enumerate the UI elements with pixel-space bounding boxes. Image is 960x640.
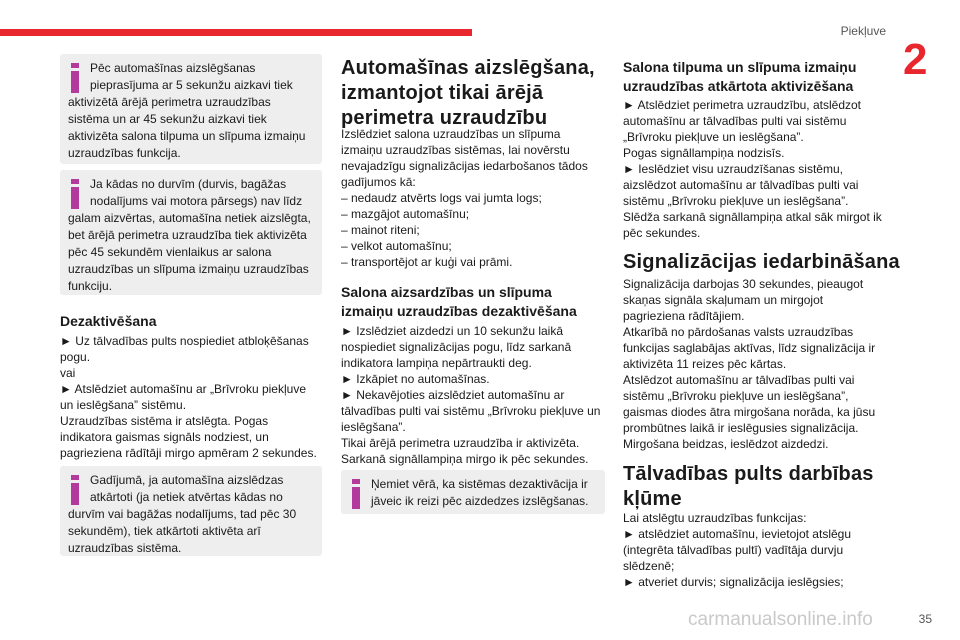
text-line: jāveic ik reizi pēc aizdedzes izslēgšanas. [371, 494, 589, 508]
alarm-triggering-text [623, 276, 891, 452]
note-2-text [68, 176, 314, 295]
text-line: izmaiņu uzraudzības sistēmas, lai novērstu [341, 143, 570, 157]
deactivation-text [60, 333, 322, 461]
text-line: ► Izkāpiet no automašīnas. [341, 372, 490, 386]
text-line: Pēc automašīnas aizslēgšanas [90, 61, 256, 75]
text-line: gaismas diodes ātra mirgošana norāda, ka jūsu [623, 405, 876, 419]
note-4-text [349, 476, 597, 510]
info-icon [68, 63, 82, 93]
heading-alarm-triggering [623, 250, 900, 275]
text-line: izmantojot tikai ārējā [341, 82, 544, 104]
text-line: – transportējot ar kuģi vai prāmi. [341, 255, 513, 269]
text-line: Signalizācija darbojas 30 sekundes, pieaugot [623, 277, 864, 291]
text-line: pogu. [60, 350, 91, 364]
text-line: ► Izslēdziet aizdedzi un 10 sekunžu laikā [341, 324, 563, 338]
text-line: pieprasījuma ar 5 sekunžu aizkavi tiek [90, 78, 293, 92]
text-line: aktivizēta 11 reizes pēc kārtas. [623, 357, 787, 371]
text-line: ► Nekavējoties aizslēdziet automašīnu ar [341, 388, 565, 402]
text-line: Sarkanā signāllampiņa mirgo ik pēc sekundes. [341, 452, 589, 466]
text-line: pēc sekundes. [623, 226, 701, 240]
text-line: Gadījumā, ja automašīna aizslēdzas [90, 473, 284, 487]
text-line: nevajadzīgu signalizācijas iedarbošanos tādos [341, 159, 588, 173]
text-line: galam aizvērtas, automašīna netiek aizslēgta, [68, 211, 311, 225]
text-line: vai [60, 366, 76, 380]
text-line: uzraudzības un slīpuma izmaiņu uzraudzības [68, 262, 309, 276]
text-line: sistēma un ar 45 sekunžu aizkavi tiek [68, 112, 267, 126]
text-line: Pogas signāllampiņa nodzisīs. [623, 146, 785, 160]
text-line: aktivizēta salona tilpuma un slīpuma izmaiņu [68, 129, 306, 143]
text-line: Uzraudzības sistēma ir atslēgta. Pogas [60, 414, 269, 428]
section-title-cabin-protection [341, 283, 605, 321]
text-line: Mirgošana beidzas, ieslēdzot aizdedzi. [623, 437, 829, 451]
text-line: sistēmu „Brīvroku piekļuve un ieslēgšana”. [623, 194, 849, 208]
text-line: aktivizētā ārējā perimetra uzraudzības [68, 95, 271, 109]
text-line: Lai atslēgtu uzraudzības funkcijas: [623, 511, 807, 525]
chapter-number: 2 [903, 35, 928, 84]
text-line: skaņas signāla skaļumam un mirgojot [623, 293, 824, 307]
text-line: funkciju. [68, 279, 113, 293]
text-line: indikatora lampiņa nepārtraukti deg. [341, 356, 532, 370]
text-line: durvīm vai bagāžas nodalījums, tad pēc 30 [68, 507, 297, 521]
text-line: aizslēdzot automašīnu ar tālvadības pulti vai [623, 178, 859, 192]
text-line: indikatora gaismas signāls nodziest, un [60, 430, 269, 444]
text-line: ► Ieslēdziet visu uzraudzīšanas sistēmu, [623, 162, 843, 176]
text-line: ► Atslēdziet automašīnu ar „Brīvroku piekļuve [60, 382, 306, 396]
text-line: atkārtoti (ja netiek atvērtas kādas no [90, 490, 283, 504]
info-icon [68, 475, 82, 505]
perimeter-intro-text [341, 126, 605, 270]
info-note-3 [60, 466, 322, 556]
text-line: automašīnu ar tālvadības pulti vai sistēmu [623, 114, 847, 128]
text-line: sistēmu „Brīvroku piekļuve un ieslēgšana”, [623, 389, 849, 403]
text-line: Izslēdziet salona uzraudzības un slīpuma [341, 127, 561, 141]
text-line: uzraudzības sistēma. [68, 541, 182, 555]
text-line: pagrieziena rādītājiem. [623, 309, 745, 323]
text-line: ► Uz tālvadības pults nospiediet atbloķēšanas [60, 334, 309, 348]
text-line: Tālvadības pults darbības [623, 463, 874, 485]
text-line: – mazgājot automašīnu; [341, 207, 470, 221]
text-line: gadījumos kā: [341, 175, 416, 189]
info-note-4 [341, 470, 605, 514]
text-line: (integrēta tālvadības pultī) vadītāja durvju [623, 543, 844, 557]
text-line: perimetra uzraudzību [341, 107, 548, 129]
text-line: uzraudzības funkcija. [68, 146, 181, 160]
text-line: kļūme [623, 488, 682, 510]
text-line: – mainot riteni; [341, 223, 420, 237]
section-title-reactivation [623, 58, 891, 96]
text-line: pagrieziena rādītāji mirgo apmēram 2 sekundes. [60, 446, 317, 460]
text-line: ieslēgšana”. [341, 420, 406, 434]
text-line: Tikai ārējā perimetra uzraudzība ir aktivizēta. [341, 436, 580, 450]
text-line: un ieslēgšana” sistēmu. [60, 398, 187, 412]
text-line: slēdzenē; [623, 559, 675, 573]
text-line: sekundēm), tiek atkārtoti aktivēta arī [68, 524, 261, 538]
text-line: ► atveriet durvis; signalizācija ieslēgsies; [623, 575, 844, 589]
text-line: Salona aizsardzības un slīpuma [341, 284, 552, 300]
text-line: tālvadības pulti vai sistēmu „Brīvroku piekļuve un [341, 404, 601, 418]
text-line: prombūtnes laikā ir ieslēgusies signalizācija. [623, 421, 859, 435]
info-icon [349, 479, 363, 509]
header-accent-bar [0, 29, 472, 36]
text-line: Ja kādas no durvīm (durvis, bagāžas [90, 177, 287, 191]
remote-failure-text [623, 510, 891, 590]
text-line: pēc 45 sekundēm vienlaikus ar salona [68, 245, 272, 259]
text-line: ► atslēdziet automašīnu, ievietojot atslēgu [623, 527, 852, 541]
note-1-text [68, 60, 314, 162]
text-line: Salona tilpuma un slīpuma izmaiņu [623, 59, 857, 75]
text-line: Atkarībā no pārdošanas valsts uzraudzības [623, 325, 854, 339]
text-line: uzraudzības atkārtota aktivizēšana [623, 78, 854, 94]
heading-perimeter-locking [341, 56, 605, 131]
text-line: Signalizācijas iedarbināšana [623, 251, 900, 273]
page-number: 35 [918, 612, 932, 626]
info-icon [68, 179, 82, 209]
heading-remote-failure [623, 462, 891, 512]
page-header-title: Piekļuve [840, 24, 886, 38]
text-line: – nedaudz atvērts logs vai jumta logs; [341, 191, 542, 205]
note-3-text [68, 472, 314, 557]
text-line: Atslēdzot automašīnu ar tālvadības pulti vai [623, 373, 855, 387]
info-note-1 [60, 54, 322, 164]
text-line: nospiediet signalizācijas pogu, līdz sarkanā [341, 340, 572, 354]
text-line: izmaiņu uzraudzības dezaktivēšana [341, 303, 577, 319]
watermark: carmanualsonline.info [688, 609, 873, 630]
text-line: nodalījums vai motora pārsegs) nav līdz [90, 194, 303, 208]
text-line: bet ārējā perimetra uzraudzība tiek aktivizēta [68, 228, 307, 242]
text-line: Automašīnas aizslēgšana, [341, 57, 595, 79]
reactivation-text [623, 97, 891, 241]
section-title-deactivation: Dezaktivēšana [60, 313, 157, 329]
text-line: – velkot automašīnu; [341, 239, 452, 253]
cabin-protection-text [341, 323, 605, 467]
text-line: ► Atslēdziet perimetra uzraudzību, atslēdzot [623, 98, 861, 112]
text-line: „Brīvroku piekļuve un ieslēgšana”. [623, 130, 804, 144]
text-line: funkcijas saglabājas aktīvas, līdz signalizācija ir [623, 341, 876, 355]
text-line: Ņemiet vērā, ka sistēmas dezaktivācija ir [371, 477, 588, 491]
info-note-2 [60, 170, 322, 295]
text-line: Slēdža sarkanā signāllampiņa atkal sāk mirgot ik [623, 210, 882, 224]
